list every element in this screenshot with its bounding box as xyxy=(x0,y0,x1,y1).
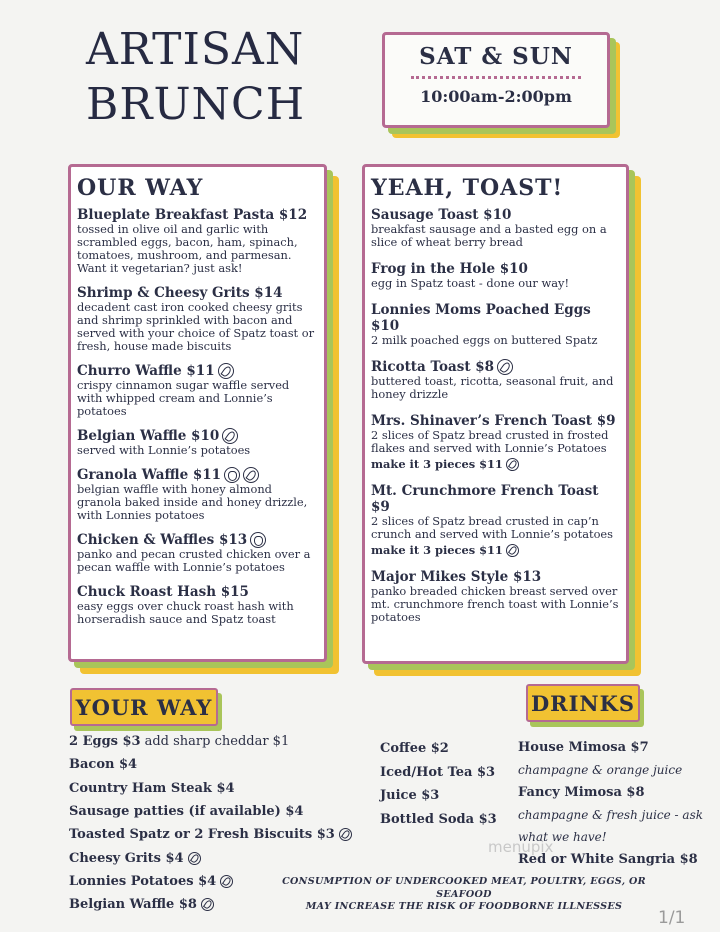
menu-item xyxy=(77,285,318,353)
item-desc: egg in Spatz toast - done our way! xyxy=(371,276,570,290)
upsize-row xyxy=(371,543,620,557)
item-desc: 2 milk poached eggs on buttered Spatz xyxy=(371,333,598,347)
list-item xyxy=(69,823,352,846)
menu-item xyxy=(371,569,620,624)
menu-item xyxy=(77,532,318,574)
item-name: Major Mikes Style $13 xyxy=(371,569,542,585)
vegetarian-icon xyxy=(506,544,519,557)
item-desc: buttered toast, ricotta, seasonal fruit, and honey drizzle xyxy=(371,374,614,401)
item-desc: decadent cast iron cooked cheesy grits and shrimp sprinkled with bacon and served with your choice of Spatz toast or fresh, house made biscuits xyxy=(77,300,315,353)
list-item xyxy=(69,800,352,823)
upsize-row xyxy=(371,457,620,471)
list-item xyxy=(69,846,352,869)
item-desc: crispy cinnamon sugar waffle served with whipped cream and Lonnie’s potatoes xyxy=(77,378,290,418)
fancy-mimosa: Fancy Mimosa $8 xyxy=(518,785,645,800)
nut-icon xyxy=(224,467,240,483)
our-way-heading: OUR WAY xyxy=(77,175,204,201)
list-item: Coffee $2 xyxy=(380,741,449,757)
vegetarian-icon xyxy=(220,875,233,888)
menu-item xyxy=(77,584,318,626)
item-name: Mrs. Shinaver’s French Toast $9 xyxy=(371,413,616,429)
menu-item xyxy=(77,363,318,418)
item-name: Toasted Spatz or 2 Fresh Biscuits $3 xyxy=(69,827,335,843)
list-item xyxy=(69,730,352,753)
vegetarian-icon xyxy=(243,467,259,483)
list-item: Juice $3 xyxy=(380,788,440,804)
dotted-divider xyxy=(411,76,581,79)
warning-line-1: CONSUMPTION OF UNDERCOOKED MEAT, POULTRY, EGGS, OR SEAFOOD xyxy=(282,876,646,900)
upsize-note: make it 3 pieces $11 xyxy=(371,543,503,557)
page-indicator: 1/1 xyxy=(658,908,686,928)
item-name: Frog in the Hole $10 xyxy=(371,261,528,277)
list-item: Bottled Soda $3 xyxy=(380,811,497,827)
title-line-2: BRUNCH xyxy=(86,79,306,130)
your-way-heading: YOUR WAY xyxy=(70,688,218,726)
item-name-row xyxy=(371,359,620,375)
menu-item xyxy=(77,428,318,457)
item-desc: belgian waffle with honey almond granola baked inside and honey drizzle, with Lonnies potatoes xyxy=(77,482,308,522)
watermark: menupix xyxy=(488,838,554,856)
menu-item xyxy=(371,413,620,471)
item-name: Lonnies Potatoes $4 xyxy=(69,873,217,889)
hours-time: 10:00am-2:00pm xyxy=(420,87,572,106)
item-name: Lonnies Moms Poached Eggs $10 xyxy=(371,302,591,334)
vegetarian-icon xyxy=(188,852,201,865)
page-title xyxy=(86,22,305,132)
item-desc: panko and pecan crusted chicken over a pecan waffle with Lonnie’s potatoes xyxy=(77,547,311,574)
item-name: Shrimp & Cheesy Grits $14 xyxy=(77,285,283,301)
vegetarian-icon xyxy=(201,898,214,911)
hours-days: SAT & SUN xyxy=(419,43,573,70)
item-name: Chuck Roast Hash $15 xyxy=(77,584,249,600)
item-desc: 2 slices of Spatz bread crusted in frosted flakes and served with Lonnie’s Potatoes xyxy=(371,428,609,455)
nut-icon xyxy=(250,532,266,548)
menu-item xyxy=(371,359,620,401)
foodborne-warning xyxy=(258,876,670,914)
vegetarian-icon xyxy=(339,828,352,841)
list-item xyxy=(69,753,352,776)
fancy-mimosa-note: champagne & fresh juice - ask what we have! xyxy=(518,808,703,844)
warning-line-2: MAY INCREASE THE RISK OF FOODBORNE ILLNESSES xyxy=(305,901,623,912)
item-name-row xyxy=(77,363,318,379)
your-way-label xyxy=(70,688,218,726)
drinks-label xyxy=(526,684,640,722)
item-desc: tossed in olive oil and garlic with scrambled eggs, bacon, ham, spinach, tomatoes, mushroom, and parmesan. Want it vegetarian? just ask! xyxy=(77,222,298,275)
menu-item xyxy=(371,302,620,347)
menu-item xyxy=(371,261,620,290)
drinks-heading: DRINKS xyxy=(526,684,640,722)
menu-item xyxy=(77,207,318,275)
our-way-panel xyxy=(68,164,327,662)
item-desc: served with Lonnie’s potatoes xyxy=(77,443,251,457)
yeah-toast-heading: YEAH, TOAST! xyxy=(371,175,564,201)
upsize-note: make it 3 pieces $11 xyxy=(371,457,503,471)
item-desc: 2 slices of Spatz bread crusted in cap’n crunch and served with Lonnie’s potatoes xyxy=(371,514,614,541)
vegetarian-icon xyxy=(218,363,234,379)
item-desc: breakfast sausage and a basted egg on a slice of wheat berry bread xyxy=(371,222,607,249)
title-line-1: ARTISAN xyxy=(86,24,305,75)
item-name: Belgian Waffle $10 xyxy=(77,428,220,444)
item-name: Mt. Crunchmore French Toast $9 xyxy=(371,483,599,515)
item-name-row xyxy=(77,532,318,548)
menu-item xyxy=(371,483,620,557)
house-mimosa-note: champagne & orange juice xyxy=(518,763,683,777)
item-name-row xyxy=(77,467,318,483)
vegetarian-icon xyxy=(222,428,238,444)
item-desc: panko breaded chicken breast served over mt. crunchmore french toast with Lonnie’s potatoes xyxy=(371,584,619,624)
item-name: Churro Waffle $11 xyxy=(77,363,215,379)
item-note: add sharp cheddar $1 xyxy=(144,734,290,750)
house-mimosa: House Mimosa $7 xyxy=(518,740,649,755)
item-name: Belgian Waffle $8 xyxy=(69,897,197,913)
item-desc: easy eggs over chuck roast hash with horseradish sauce and Spatz toast xyxy=(77,599,294,626)
item-name: Granola Waffle $11 xyxy=(77,467,222,483)
item-name: Blueplate Breakfast Pasta $12 xyxy=(77,207,308,223)
menu-item xyxy=(77,467,318,522)
item-name: Sausage patties (if available) $4 xyxy=(69,804,304,820)
sangria: Red or White Sangria $8 xyxy=(518,852,698,867)
item-name: 2 Eggs $3 xyxy=(69,734,141,750)
yeah-toast-panel xyxy=(362,164,629,664)
item-name: Chicken & Waffles $13 xyxy=(77,532,248,548)
vegetarian-icon xyxy=(497,359,513,375)
list-item xyxy=(69,777,352,800)
item-name-row xyxy=(77,428,318,444)
drinks-list xyxy=(380,737,497,831)
item-name: Bacon $4 xyxy=(69,757,138,773)
vegetarian-icon xyxy=(506,458,519,471)
list-item: Iced/Hot Tea $3 xyxy=(380,764,496,780)
menu-item xyxy=(371,207,620,249)
hours-card xyxy=(382,32,610,128)
item-name: Country Ham Steak $4 xyxy=(69,780,235,796)
item-name: Cheesy Grits $4 xyxy=(69,850,184,866)
item-name: Sausage Toast $10 xyxy=(371,207,512,223)
item-name: Ricotta Toast $8 xyxy=(371,359,495,375)
